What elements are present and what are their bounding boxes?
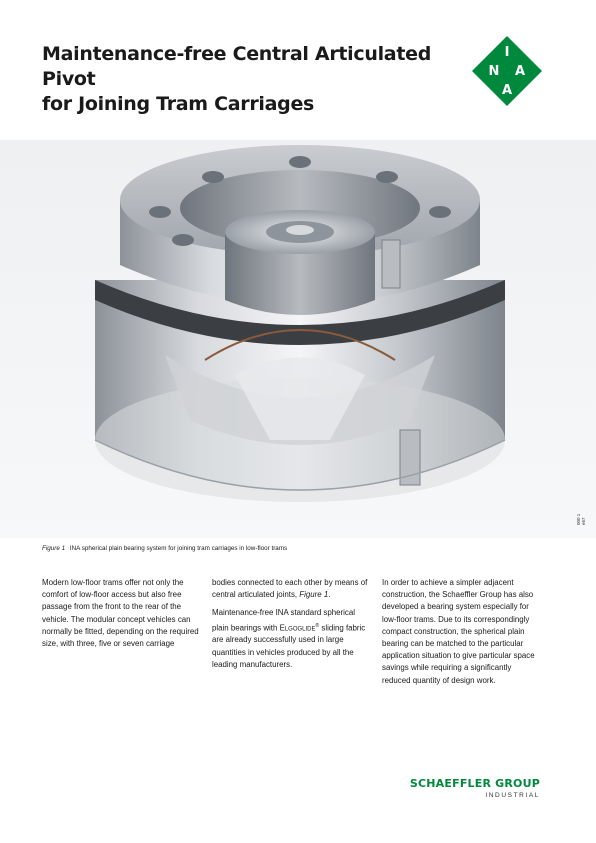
ina-logo-icon [472,36,542,106]
title-line-1: Maintenance-free Central Articulated Pivot [42,43,431,90]
body-column-1 [42,577,202,656]
logo-letter-a-bottom: A [501,83,513,98]
paragraph: Modern low-floor trams offer not only the comfort of low-floor access but also free passage from the front to the rear of the vehicle. The modular concept vehicles can normally be fitted, depending on the required size, with three, five or seven carriage [42,578,199,649]
figure-caption [42,545,287,552]
logo-letter-a-right: A [514,64,526,79]
figure-reference: Figure 1 [299,590,329,600]
paragraph-text: bodies connected to each other by means of central articulated joints, [212,578,368,600]
caption-text: INA spherical plain bearing system for joining tram carriages in low-floor trams [69,545,288,552]
page-title [42,42,462,117]
body-column-3 [382,577,542,693]
title-line-2: for Joining Tram Carriages [42,93,315,115]
schaeffler-group-logo: SCHAEFFLER GROUP [409,777,540,790]
paragraph-text: Maintenance-free INA standard spherical plain bearings with [212,608,355,633]
body-column-2 [212,577,372,677]
industrial-label: INDUSTRIAL [485,792,540,799]
caption-label: Figure 1 [42,545,66,552]
paragraph: In order to achieve a simpler adjacent construction, the Schaeffler Group has also developed a bearing system especially for low-floor trams. Due to its correspondingly compact construction, the spherical plain bearing can be matched to the particular application situation to give particular space savings while requiring a significantly reduced quantity of design work. [382,578,535,685]
paragraph [212,577,372,601]
brand-name: Elgoglide [279,623,316,633]
logo-letter-i: I [504,45,510,60]
bearing-cutaway-image [0,140,596,538]
figure-reference-number: 000 1 e67 [576,513,586,525]
paragraph [212,607,372,671]
paragraph-text: sliding fabric are already successfully used in large quantities in vehicles produced by all the leading manufacturers. [212,623,366,669]
paragraph-text: . [328,590,331,600]
registered-mark: ® [315,622,320,629]
logo-letter-n: N [488,64,500,79]
